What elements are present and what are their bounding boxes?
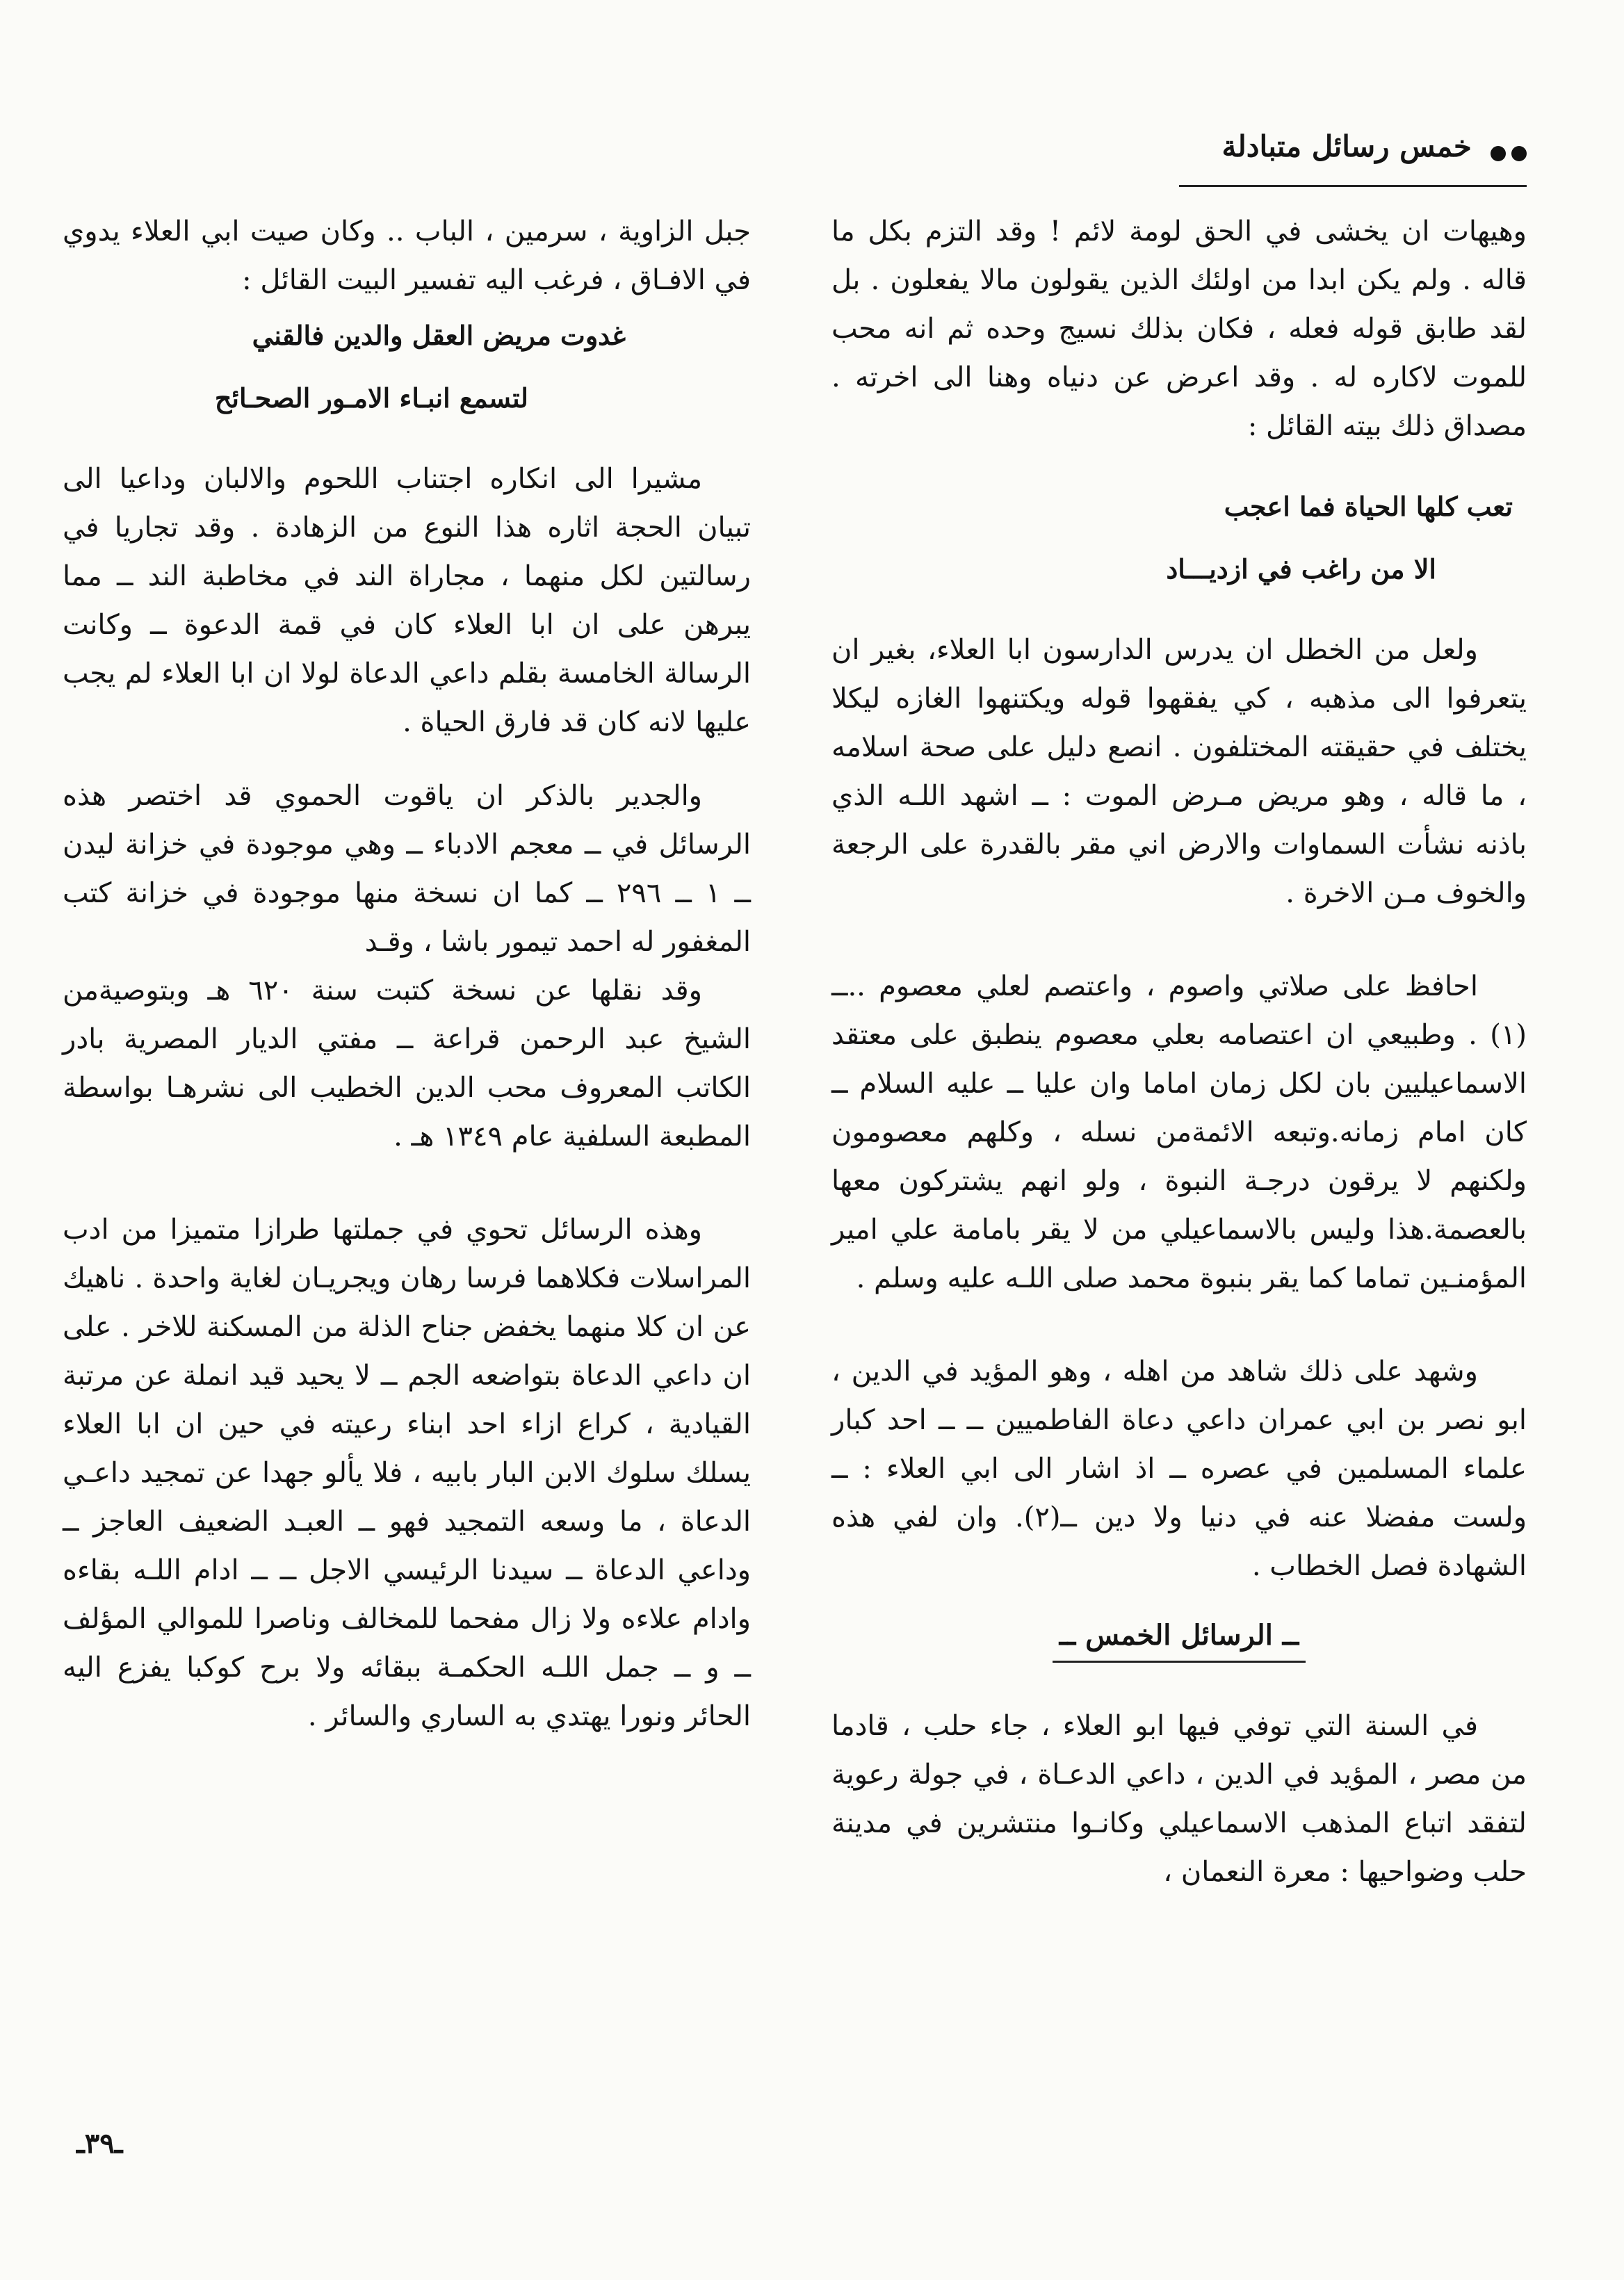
paragraph: وهذه الرسائل تحوي في جملتها طرازا متميزا من ادب المراسلات فكلاهما فرسا رهان ويجريـان لغاية واحدة . ناهيك عن ان كلا منهما يخفض جناح الذلة من المسكنة للاخر . على ان داعي الدعاة بتواضعه الجم ــ لا يحيد قيد انملة عن مرتبة القيادية ، كراع ازاء احد ابناء رعيته في حين ان ابا العلاء يسلك سلوك الابن البار بابيه ، فلا يألو جهدا عن تمجيد داعـي الدعاة ، ما وسعه التمجيد فهو ــ العبـد الضعيف العاجز ــ وداعي الدعاة ــ سيدنا الرئيسي الاجل ــ ــ ادام اللـه بقاءه وادام علاءه ولا زال مفحما للمخالف وناصرا للموالي المؤلف ــ و ــ جمل اللـه الحكمـة ببقائه ولا برح كوكبا يفزع اليه الحائر ونورا يهتدي به الساري والسائر . — [63, 1214, 751, 1732]
paragraph: وشهد على ذلك شاهد من اهله ، وهو المؤيد في الدين ، ابو نصر بن ابي عمران داعي دعاة الفاطميين ــ ــ احد كبار علماء المسلمين في عصره ــ اذ اشار الى ابي العلاء : ــ ولست مفضلا عنه في دنيا ولا دين ــ(٢). وان لفي هذه الشهادة فصل الخطاب . — [831, 1355, 1527, 1582]
right-column — [831, 207, 1527, 1896]
paragraph: وقد نقلها عن نسخة كتبت سنة ٦٢٠ هـ وبتوصيةمن الشيخ عبد الرحمن قراعة ــ مفتي الديار المصرية بادر الكاتب المعروف محب الدين الخطيب الى نشرهـا بواسطة المطبعة السلفية عام ١٣٤٩ هـ . — [63, 975, 751, 1153]
left-column — [63, 207, 751, 1741]
paragraph: جبل الزاوية ، سرمين ، الباب .. وكان صيت ابي العلاء يدوي في الافـاق ، فرغب اليه تفسير البيت القائل : — [63, 215, 751, 296]
paragraph: مشيرا الى انكاره اجتناب اللحوم والالبان وداعيا الى تبيان الحجة اثاره هذا النوع من الزهادة . وقد تجاريا في رسالتين لكل منهما ، مجاراة الند في مخاطبة الند ــ مما يبرهن على ان ابا العلاء كان في قمة الدعوة ــ وكانت الرسالة الخامسة بقلم داعي الدعاة لولا ان ابا العلاء لم يجب عليها لانه كان قد فارق الحياة . — [63, 463, 751, 738]
section-heading-wrap — [831, 1611, 1527, 1663]
verse-line: لتسمع انبـاء الامـور الصحـائح — [214, 382, 528, 414]
verse-line: غدوت مريض العقل والدين فالقني — [252, 320, 626, 351]
header-title: خمس رسائل متبادلة — [1221, 129, 1472, 163]
paragraph: احافظ على صلاتي واصوم ، واعتصم لعلي معصوم ..ــ (١) . وطبيعي ان اعتصامه بعلي معصوم ينطبق على معتقد الاسماعيليين بان لكل زمان اماما وان عليا ــ عليه السلام ــ كان امام زمانه.وتبعه الائمةمن نسله ، وكلهم معصومون ولكنهم لا يرقون درجـة النبوة ، ولو انهم يشتركون معها بالعصمة.هذا وليس بالاسماعيلي من لا يقر بامامة علي امير المؤمنـين تماما كما يقر بنبوة محمد صلى اللـه عليه وسلم . — [831, 970, 1527, 1294]
header-dots-icon — [1485, 146, 1527, 161]
paragraph: ولعل من الخطل ان يدرس الدارسون ابا العلاء، بغير ان يتعرفوا الى مذهبه ، كي يفقهوا قوله ويكتنهوا الغازه ليكلا يختلف في حقيقته المختلفون . انصع دليل على صحة اسلامه ، ما قاله ، وهو مريض مـرض الموت : ــ اشهد اللـه الذي باذنه نشأت السماوات والارض اني مقر بالقدرة على الرجعة والخوف مـن الاخرة . — [831, 634, 1527, 909]
paragraph: والجدير بالذكر ان ياقوت الحموي قد اختصر هذه الرسائل في ــ معجم الادباء ــ وهي موجودة في خزانة ليدن ــ ١ ــ ٢٩٦ ــ كما ان نسخة منها موجودة في خزانة كتب المغفور له احمد تيمور باشا ، وقـد — [63, 780, 751, 958]
paragraph: في السنة التي توفي فيها ابو العلاء ، جاء حلب ، قادما من مصر ، المؤيد في الدين ، داعي الدعـاة ، في جولة رعوية لتفقد اتباع المذهب الاسماعيلي وكانـوا منتشرين في مدينة حلب وضواحيها : معرة النعمان ، — [831, 1710, 1527, 1888]
page-number: ـ٣٩ـ — [76, 2127, 123, 2160]
running-header — [1165, 129, 1527, 163]
header-rule — [1179, 185, 1527, 187]
verse-line: تعب كلها الحياة فما اعجب — [1224, 491, 1513, 522]
section-title: ــ الرسائل الخمس ــ — [1053, 1615, 1306, 1663]
paragraph: وهيهات ان يخشى في الحق لومة لائم ! وقد التزم بكل ما قاله . ولم يكن ابدا من اولئك الذين يقولون مالا يفعلون . بل لقد طابق قوله فعله ، فكان بذلك نسيج وحده ثم انه محب للموت لاكاره له . وقد اعرض عن دنياه وهنا الى اخرته . مصداق ذلك بيته القائل : — [831, 215, 1527, 442]
verse-line: الا من راغب في ازديـــاد — [1166, 553, 1436, 585]
